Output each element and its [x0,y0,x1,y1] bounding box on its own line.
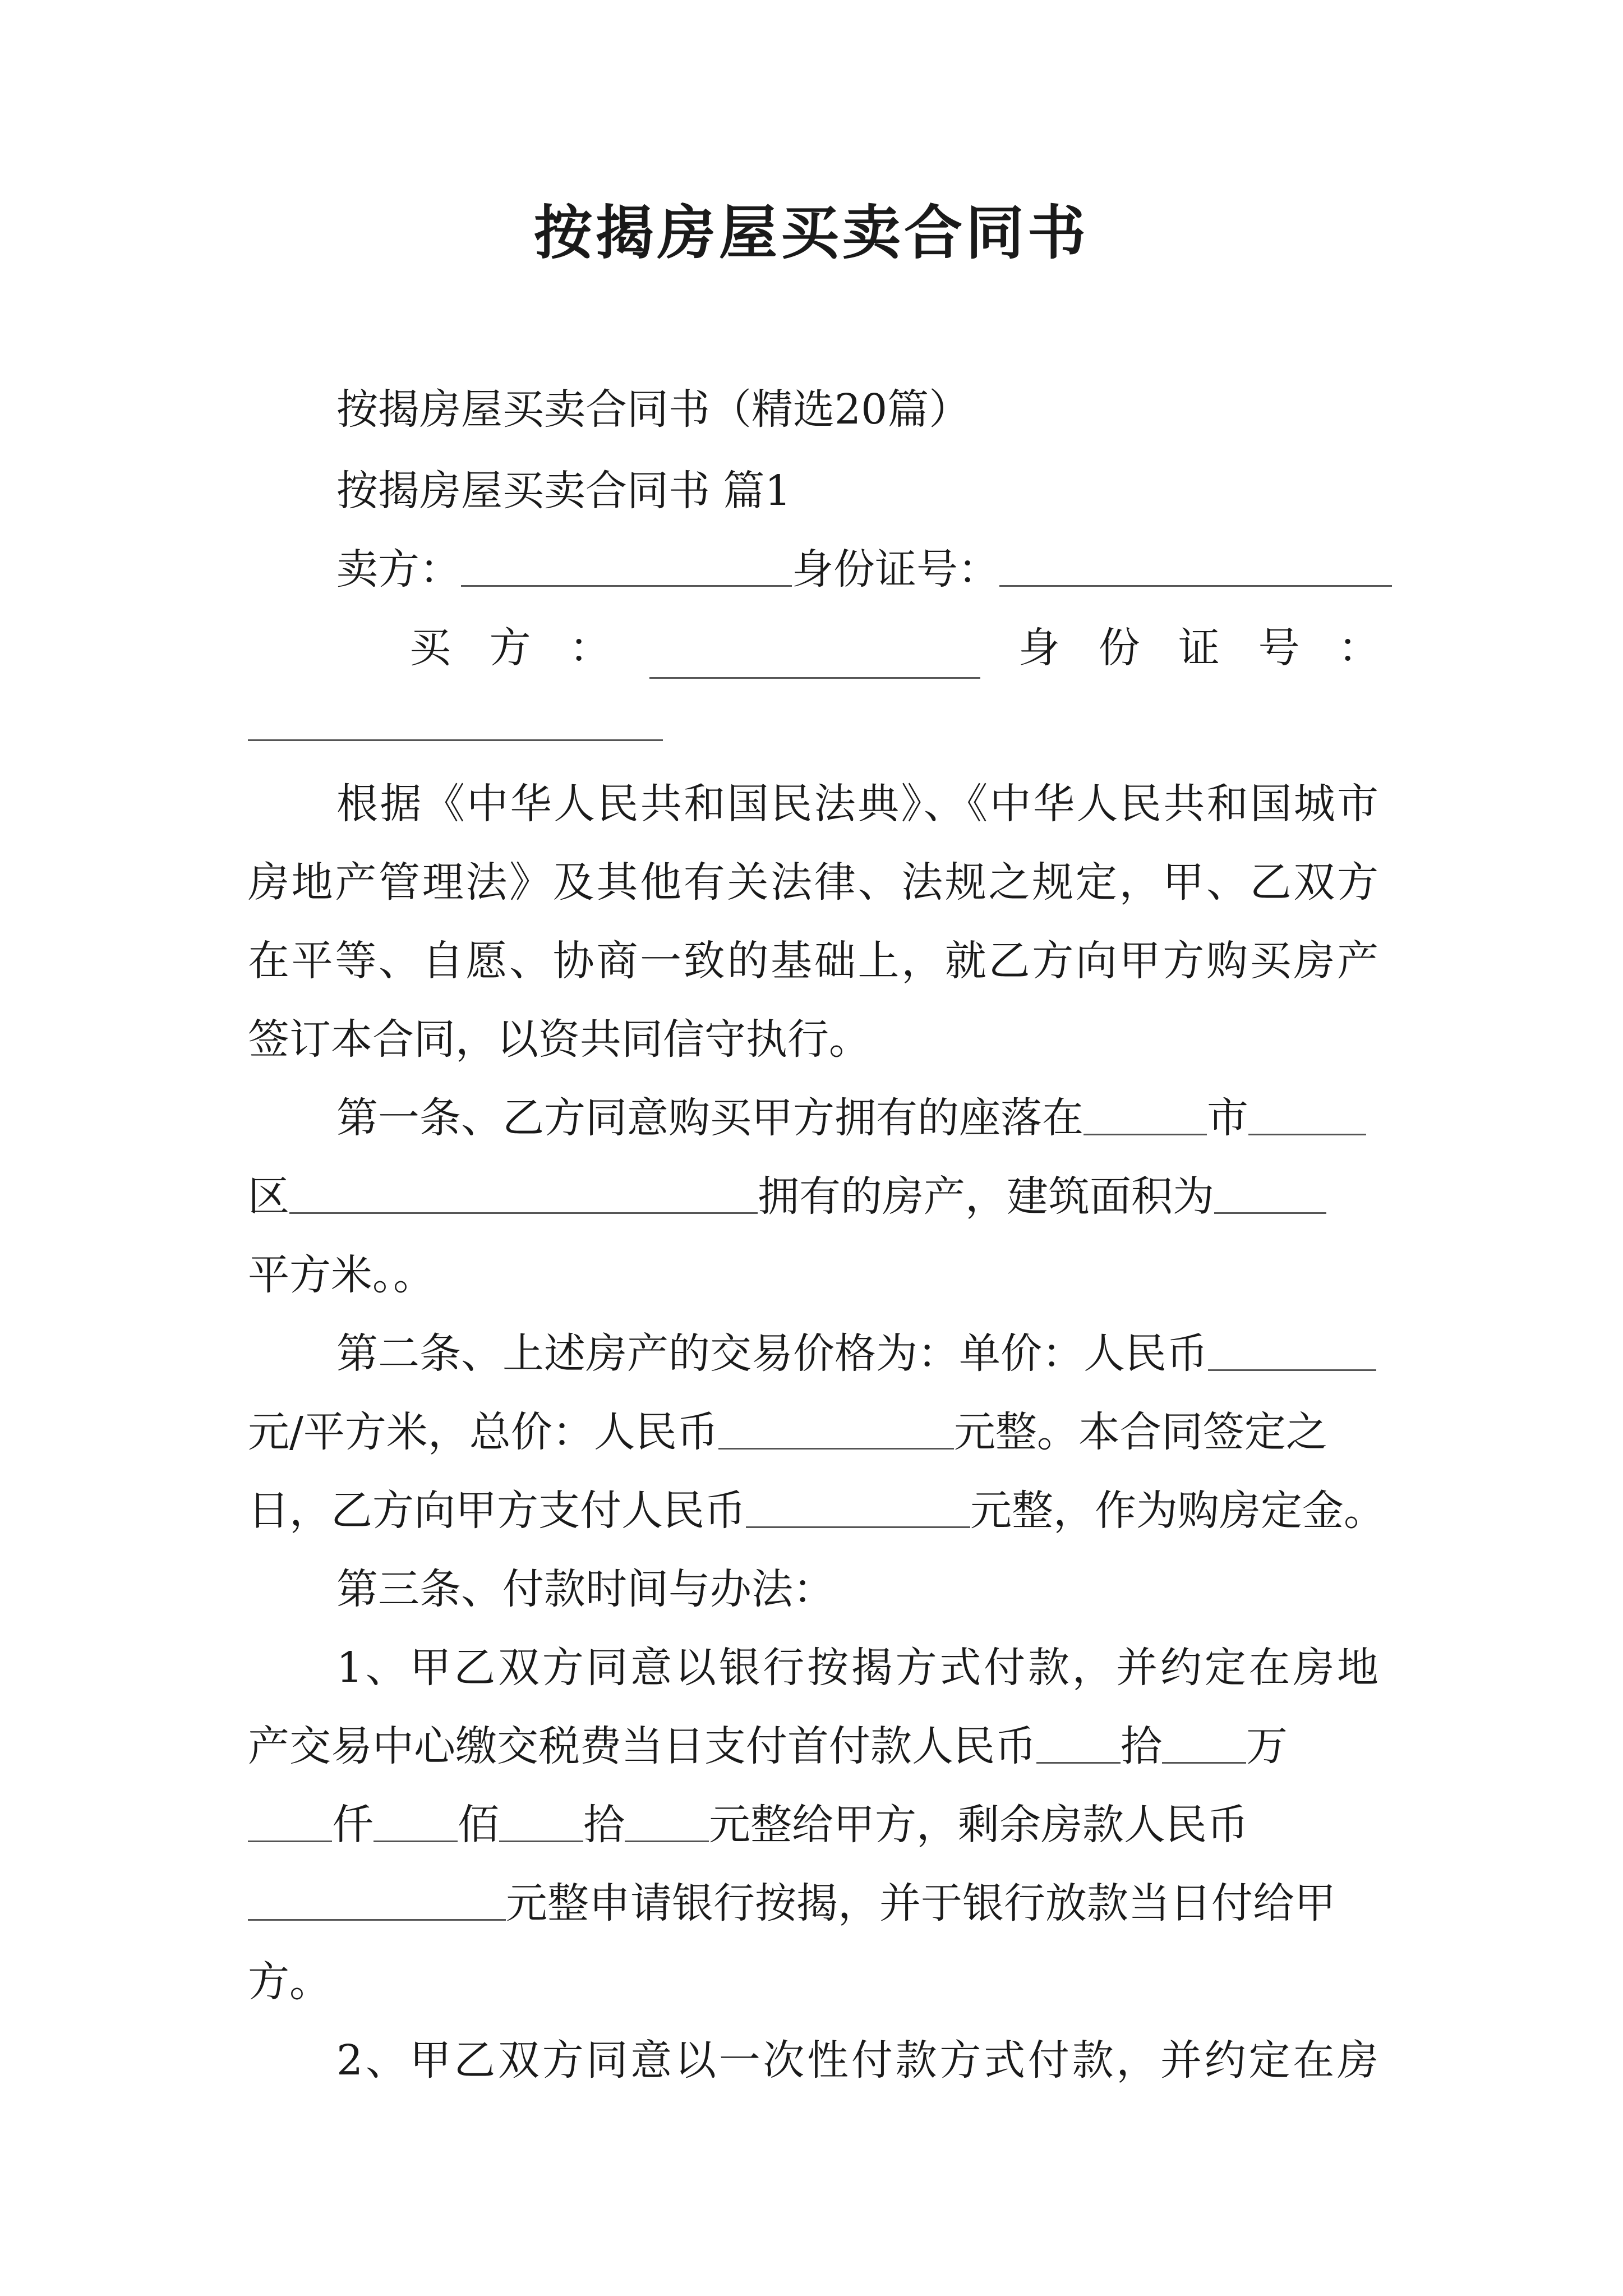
article3-item1-line5: 方。 [248,1958,331,2006]
article3-text: 元整申请银行按揭，并于银行放款当日付给甲 [506,1879,1336,1927]
article3-item1-line1: 1、甲乙双方同意以银行按揭方式付款，并约定在房地 [336,1644,1378,1692]
seller-line [336,539,1392,600]
area-blank[interactable] [1214,1172,1326,1214]
down-payment-blank[interactable] [374,1800,458,1842]
article1-line2 [248,1166,1326,1227]
article2-line3 [248,1480,1385,1542]
article1-text: 市 [1207,1094,1248,1142]
seller-id-blank[interactable] [999,545,1392,587]
down-payment-blank[interactable] [1162,1722,1246,1764]
para1-line: 根据《中华人民共和国民法典》、《中华人民共和国城市 [336,780,1378,828]
unit-price-blank[interactable] [1208,1329,1376,1371]
seller-id-label: 身份证号： [792,545,999,593]
buyer-line [409,617,1380,679]
para1-line: 房地产管理法》及其他有关法律、法规之规定，甲、乙双方 [248,858,1378,907]
buyer-char: 号 [1258,624,1300,672]
buyer-char: ： [1338,624,1380,672]
city-blank[interactable] [1083,1093,1207,1135]
article3-item1-line3 [248,1794,1248,1856]
buyer-char: ： [569,624,611,672]
buyer-char: 身 [1018,624,1060,672]
article1-text: 区 [248,1172,289,1221]
article3-text: 产交易中心缴交税费当日支付首付款人民币 [248,1722,1036,1770]
down-payment-blank[interactable] [625,1800,709,1842]
buyer-name-blank[interactable] [649,637,980,679]
buyer-char: 买 [409,624,451,672]
district-blank[interactable] [1248,1093,1366,1135]
para1-line: 在平等、自愿、协商一致的基础上，就乙方向甲方购买房产 [248,937,1378,985]
buyer-id-blank[interactable] [248,694,663,741]
article2-line2 [248,1401,1327,1463]
down-payment-blank[interactable] [248,1800,332,1842]
buyer-char: 份 [1098,624,1140,672]
article3-item1-line4 [248,1872,1336,1934]
article3-item1-line2 [248,1715,1288,1777]
article3-text: 万 [1246,1722,1288,1770]
article3-text: 仟 [332,1801,374,1849]
total-price-blank[interactable] [718,1407,954,1450]
down-payment-blank[interactable] [1036,1722,1121,1764]
article2-text: 元整。本合同签定之 [953,1408,1327,1456]
article1-line3: 平方米。。 [248,1251,435,1299]
address-blank[interactable] [289,1172,758,1214]
article1-line1 [336,1087,1366,1149]
buyer-char: 方 [489,624,531,672]
remaining-balance-blank[interactable] [248,1879,506,1921]
article2-text: 日，乙方向甲方支付人民币 [248,1487,746,1535]
article2-text: 元/平方米，总价：人民币 [248,1408,718,1456]
para1-line: 签订本合同，以资共同信守执行。 [248,1015,870,1064]
subtitle: 按揭房屋买卖合同书（精选20篇） [336,385,971,434]
down-payment-blank[interactable] [499,1800,583,1842]
article3-text: 拾 [583,1801,625,1849]
article3-text: 元整给甲方，剩余房款人民币 [709,1801,1248,1849]
article3-text: 拾 [1121,1722,1162,1770]
article2-text: 第二条、上述房产的交易价格为：单价：人民币 [336,1329,1208,1378]
deposit-blank[interactable] [746,1486,970,1528]
seller-label: 卖方： [336,545,461,593]
article1-text: 第一条、乙方同意购买甲方拥有的座落在 [336,1094,1083,1142]
article3-text: 佰 [458,1801,499,1849]
section-heading: 按揭房屋买卖合同书 篇1 [336,467,791,515]
article2-line1 [336,1323,1376,1384]
page-title: 按揭房屋买卖合同书 [533,198,1089,267]
article1-text: 拥有的房产，建筑面积为 [758,1172,1214,1221]
article3-heading: 第三条、付款时间与办法： [336,1565,834,1613]
article2-text: 元整，作为购房定金。 [970,1487,1385,1535]
article3-item2-line1: 2、甲乙双方同意以一次性付款方式付款，并约定在房 [336,2036,1378,2085]
buyer-char: 证 [1178,624,1220,672]
seller-name-blank[interactable] [461,545,792,587]
